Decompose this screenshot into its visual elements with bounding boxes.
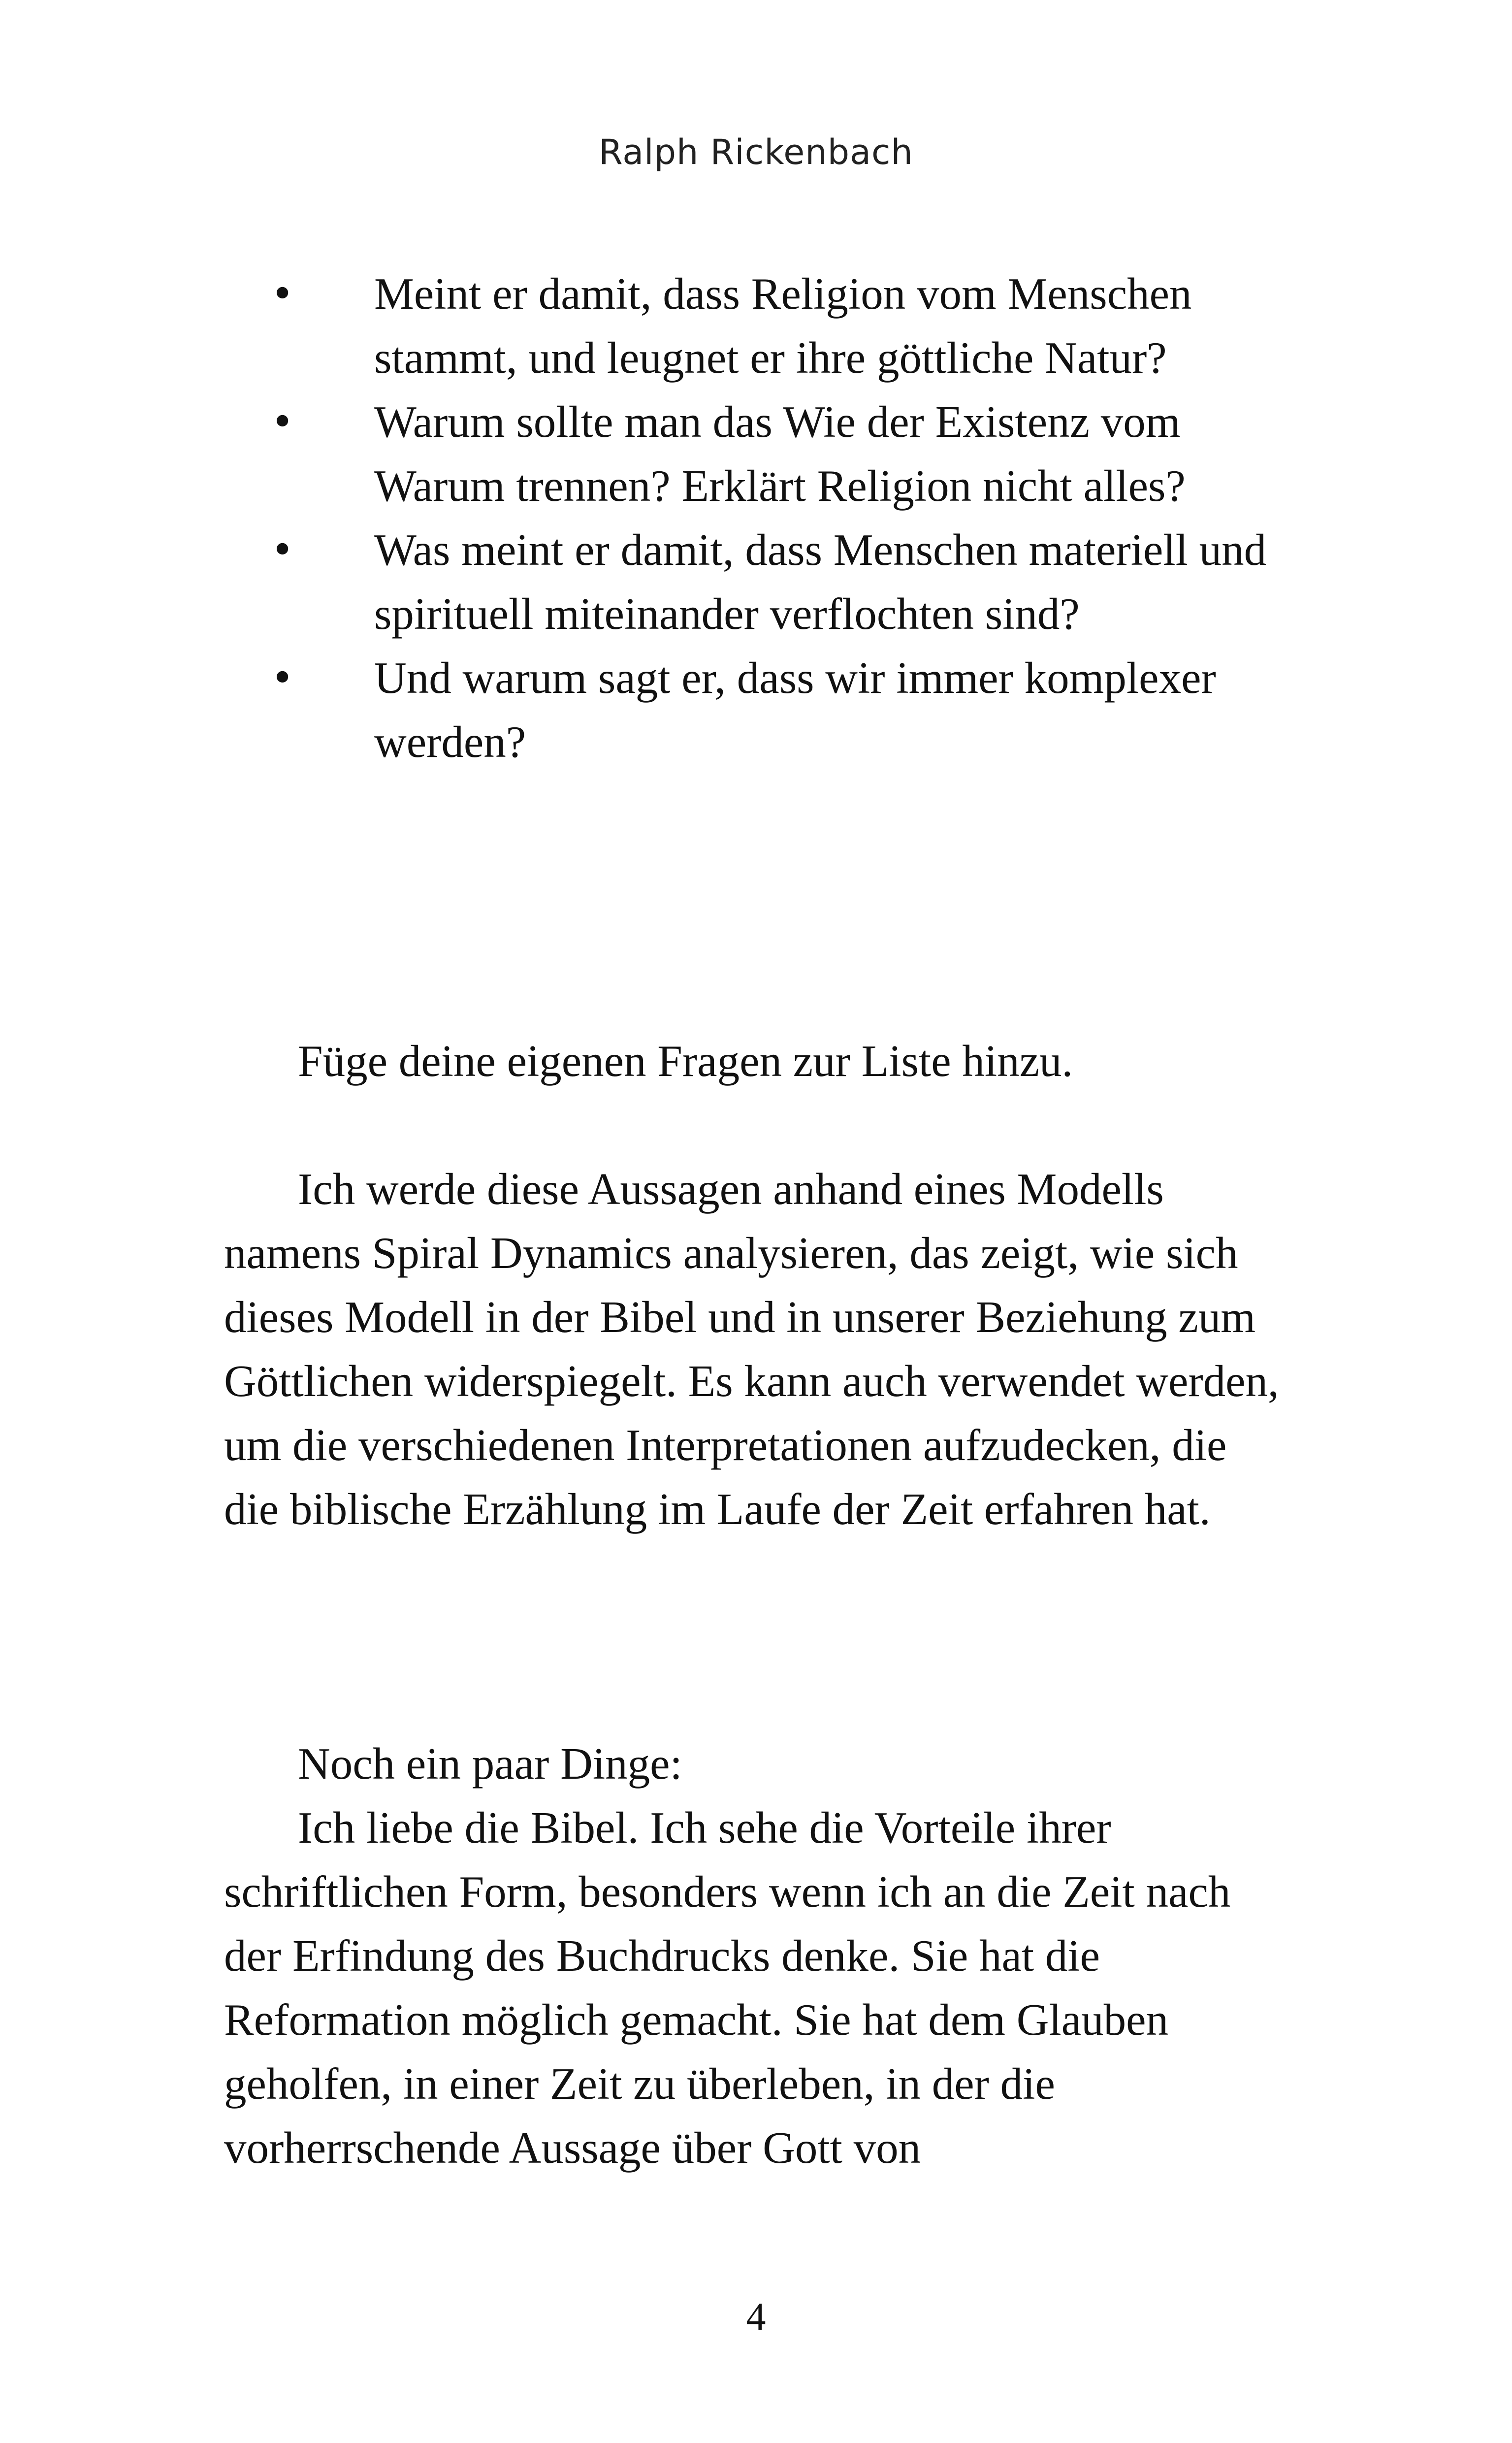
bullet-point: • [271,399,294,445]
paragraph-love-bible: Ich liebe die Bibel. Ich sehe die Vorteile ihrer schriftlichen Form, besonders wenn ich an die Zeit nach der Erfindung des Buchdrucks denke. Sie hat die Reformation möglich gemacht. Sie hat dem Glauben geholfen, in einer Zeit zu überleben, in der die vorherrschende Aussage über Gott von [224,1803,1231,2173]
list-item [224,518,1295,646]
closing-section [224,1732,1287,2180]
list-item [224,262,1295,390]
paragraph-few-things: Noch ein paar Dinge: [298,1739,682,1789]
paragraph-add-questions: Füge deine eigenen Fragen zur Liste hinzu. [298,1036,1073,1086]
list-item [224,390,1295,518]
question-text: Was meint er damit, dass Menschen materiell und spirituell miteinander verflochten sind? [374,525,1267,639]
page-number: 4 [746,2295,766,2339]
question-text: Und warum sagt er, dass wir immer komplexer werden? [374,653,1216,767]
question-text: Meint er damit, dass Religion vom Menschen stammt, und leugnet er ihre göttliche Natur? [374,269,1192,383]
bullet-point: • [271,527,294,573]
question-list [224,262,1287,774]
bullet-point: • [271,655,294,701]
question-text: Warum sollte man das Wie der Existenz vom Warum trennen? Erklärt Religion nicht alles? [374,397,1186,511]
bullet-point: • [271,271,294,317]
running-header: Ralph Rickenbach [599,132,913,172]
list-item [224,646,1295,774]
paragraph-spiral-dynamics: Ich werde diese Aussagen anhand eines Modells namens Spiral Dynamics analysieren, das zeigt, wie sich dieses Modell in der Bibel und in unserer Beziehung zum Göttlichen widerspiegelt. Es kann auch verwendet werden, um die verschiedenen Interpretationen aufzudecken, die die biblische Erzählung im Laufe der Zeit erfahren hat. [224,1164,1279,1534]
